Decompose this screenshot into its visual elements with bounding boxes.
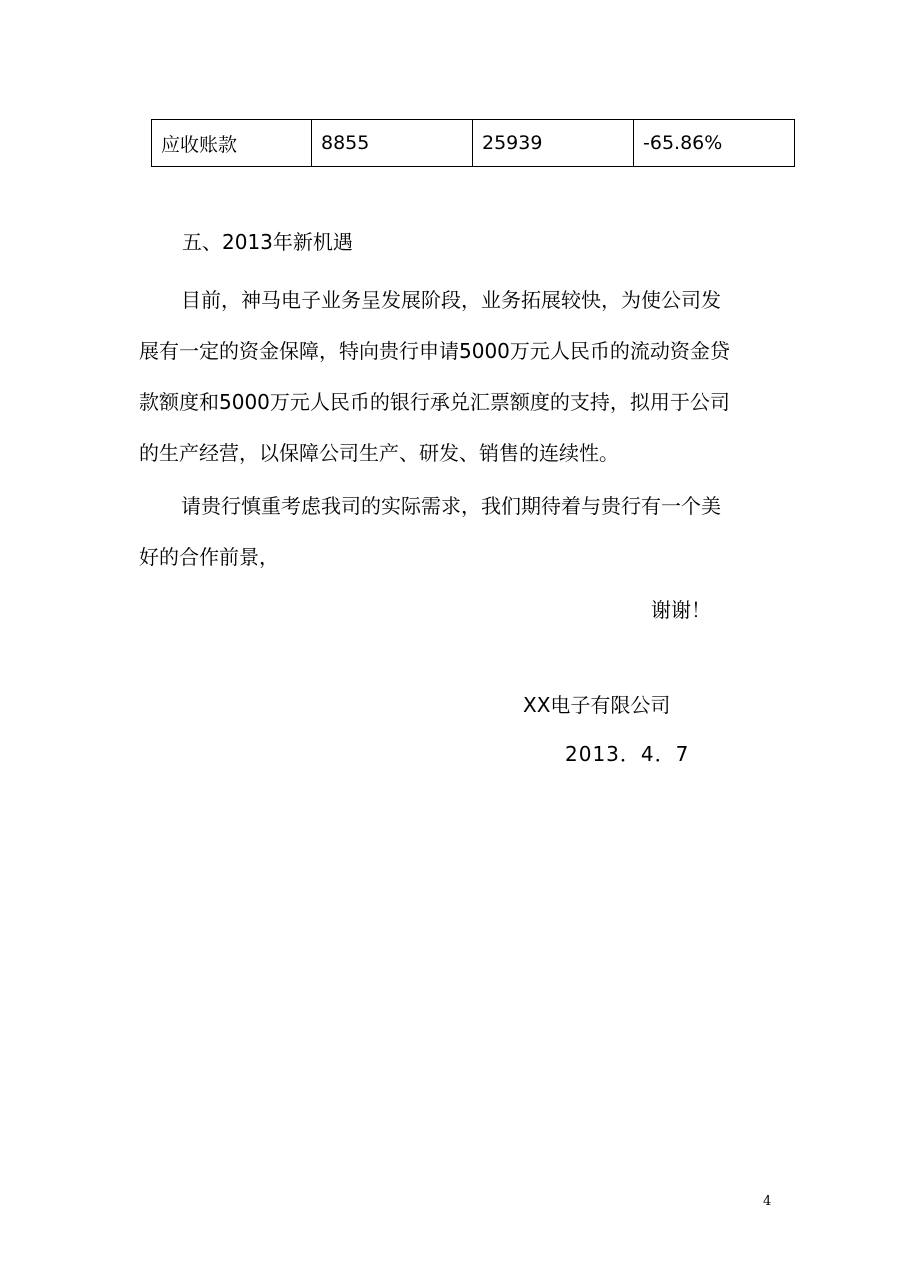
paragraph-line: 款额度和5000万元人民币的银行承兑汇票额度的支持，拟用于公司 (139, 390, 730, 414)
paragraph-line: 好的合作前景， (139, 545, 279, 569)
table-cell-value-previous: 25939 (473, 120, 634, 167)
closing-thanks: 谢谢！ (651, 598, 711, 622)
financial-table (151, 119, 795, 167)
paragraph-loan-request (139, 275, 779, 479)
table-cell-value-current: 8855 (312, 120, 473, 167)
paragraph-line: 请贵行慎重考虑我司的实际需求，我们期待着与贵行有一个美 (181, 494, 721, 518)
table-cell-change: -65.86% (634, 120, 795, 167)
paragraph-line: 目前，神马电子业务呈发展阶段，业务拓展较快，为使公司发 (181, 288, 721, 312)
table-cell-item: 应收账款 (152, 120, 312, 167)
table-row (152, 120, 795, 167)
signature-company: XX电子有限公司 (523, 693, 671, 717)
signature-date: 2013．4．7 (565, 742, 690, 766)
page-number: 4 (763, 1194, 772, 1209)
section-heading: 五、2013年新机遇 (182, 230, 353, 254)
paragraph-line: 的生产经营，以保障公司生产、研发、销售的连续性。 (139, 441, 619, 465)
paragraph-request-consideration (139, 481, 779, 583)
paragraph-line: 展有一定的资金保障，特向贵行申请5000万元人民币的流动资金贷 (139, 339, 730, 363)
